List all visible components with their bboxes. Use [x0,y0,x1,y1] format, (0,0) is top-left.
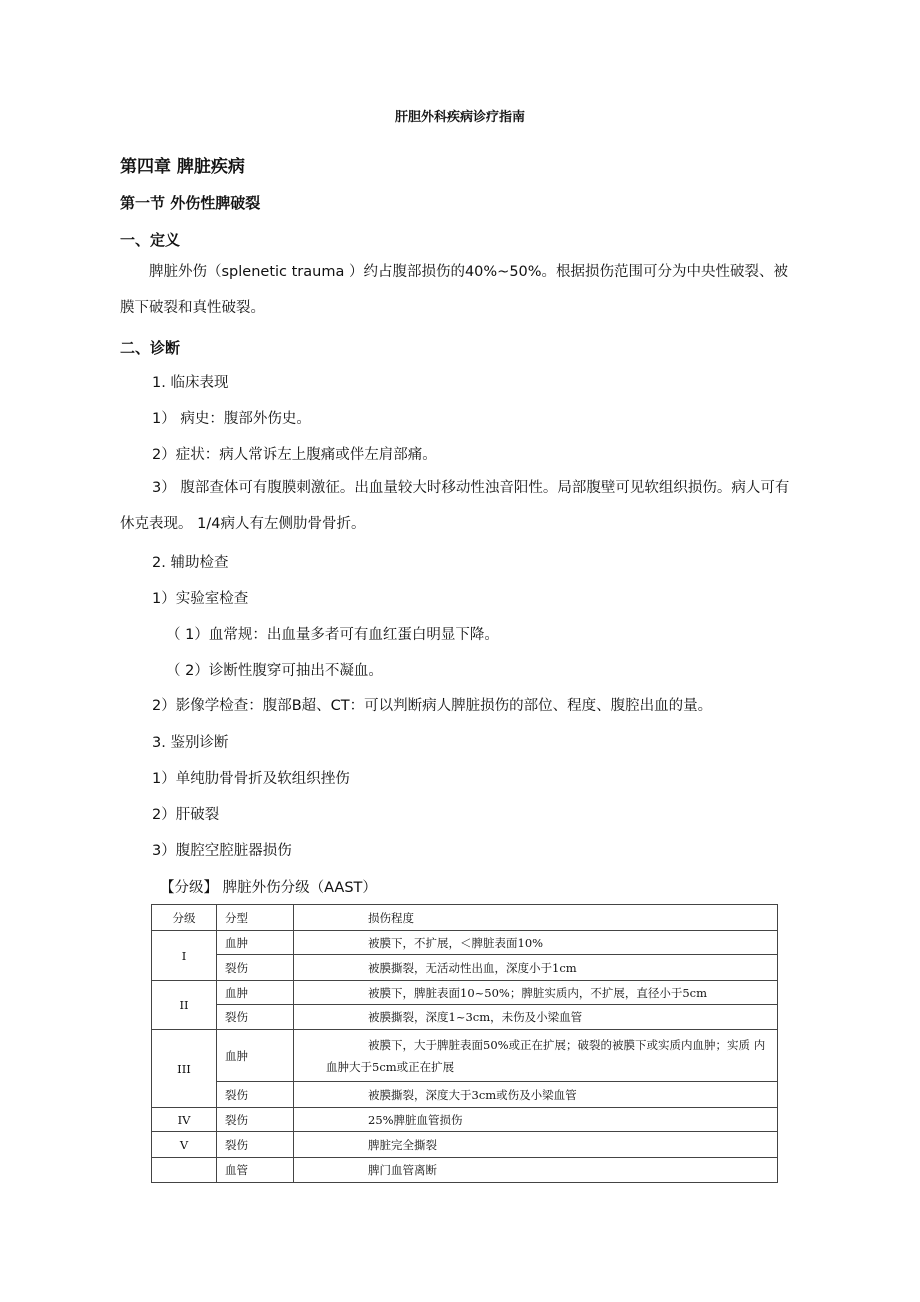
grading-table [151,904,778,1183]
severity-cell: 被膜下，大于脾脏表面50%或正在扩展；破裂的被膜下或实质内血肿；实质 内血肿大于5cm或正在扩展 [294,1030,778,1082]
type-cell: 裂伤 [217,1005,294,1030]
table-row [152,931,778,955]
differential-item-3: 3）腹腔空腔脏器损伤 [152,843,292,859]
type-cell: 血肿 [217,1030,294,1082]
type-cell: 血管 [217,1158,294,1183]
severity-cell: 脾脏完全撕裂 [294,1132,778,1158]
grading-caption: 【分级】 脾脏外伤分级（AAST） [160,880,377,896]
severity-cell: 脾门血管离断 [294,1158,778,1183]
lab-item-1: （ 1）血常规：出血量多者可有血红蛋白明显下降。 [166,627,499,643]
table-row [152,1108,778,1132]
auxiliary-heading: 2. 辅助检查 [152,555,229,571]
type-cell: 裂伤 [217,1108,294,1132]
lab-heading: 1）实验室检查 [152,591,249,607]
grade-cell: I [152,931,217,981]
severity-cell: 被膜下，脾脏表面10~50%；脾脏实质内，不扩展，直径小于5cm [294,981,778,1005]
severity-cell: 25%脾脏血管损伤 [294,1108,778,1132]
clinical-item-1: 1） 病史：腹部外伤史。 [152,411,311,427]
header-grade: 分级 [152,905,217,931]
severity-cell: 被膜撕裂，深度1~3cm，未伤及小梁血管 [294,1005,778,1030]
table-row [152,981,778,1005]
grade-cell: V [152,1132,217,1158]
clinical-heading: 1. 临床表现 [152,375,229,391]
lab-item-2: （ 2）诊断性腹穿可抽出不凝血。 [166,663,383,679]
definition-heading: 一、定义 [120,231,181,249]
grade-cell: II [152,981,217,1030]
definition-paragraph: 脾脏外伤（splenetic trauma ）约占腹部损伤的40%~50%。根据损伤范围可分为中央性破裂、被膜下破裂和真性破裂。 [120,264,789,316]
table-row [152,1158,778,1183]
severity-cell: 被膜下，不扩展，＜脾脏表面10% [294,931,778,955]
table-row [152,1005,778,1030]
table-row [152,1030,778,1082]
section-heading: 第一节 外伤性脾破裂 [120,194,261,212]
grade-cell: III [152,1030,217,1108]
type-cell: 裂伤 [217,1132,294,1158]
imaging-item: 2）影像学检查：腹部B超、CT：可以判断病人脾脏损伤的部位、程度、腹腔出血的量。 [152,698,713,714]
clinical-item-3: 3） 腹部查体可有腹膜刺激征。出血量较大时移动性浊音阳性。局部腹壁可见软组织损伤。病人可有休克表现。 1/4病人有左侧肋骨骨折。 [120,480,790,532]
differential-heading: 3. 鉴别诊断 [152,735,229,751]
document-title: 肝胆外科疾病诊疗指南 [394,110,525,125]
differential-item-1: 1）单纯肋骨骨折及软组织挫伤 [152,771,350,787]
type-cell: 裂伤 [217,955,294,981]
severity-cell: 被膜撕裂，无活动性出血，深度小于1cm [294,955,778,981]
header-severity: 损伤程度 [294,905,778,931]
type-cell: 血肿 [217,931,294,955]
header-type: 分型 [217,905,294,931]
type-cell: 裂伤 [217,1082,294,1108]
type-cell: 血肿 [217,981,294,1005]
table-row [152,1082,778,1108]
differential-item-2: 2）肝破裂 [152,807,220,823]
chapter-heading: 第四章 脾脏疾病 [120,157,245,177]
table-header-row [152,905,778,931]
severity-cell: 被膜撕裂，深度大于3cm或伤及小梁血管 [294,1082,778,1108]
table-row [152,1132,778,1158]
grade-cell-empty [152,1158,217,1183]
table-row [152,955,778,981]
diagnosis-heading: 二、诊断 [120,339,181,357]
grade-cell: IV [152,1108,217,1132]
clinical-item-2: 2）症状：病人常诉左上腹痛或伴左肩部痛。 [152,447,437,463]
